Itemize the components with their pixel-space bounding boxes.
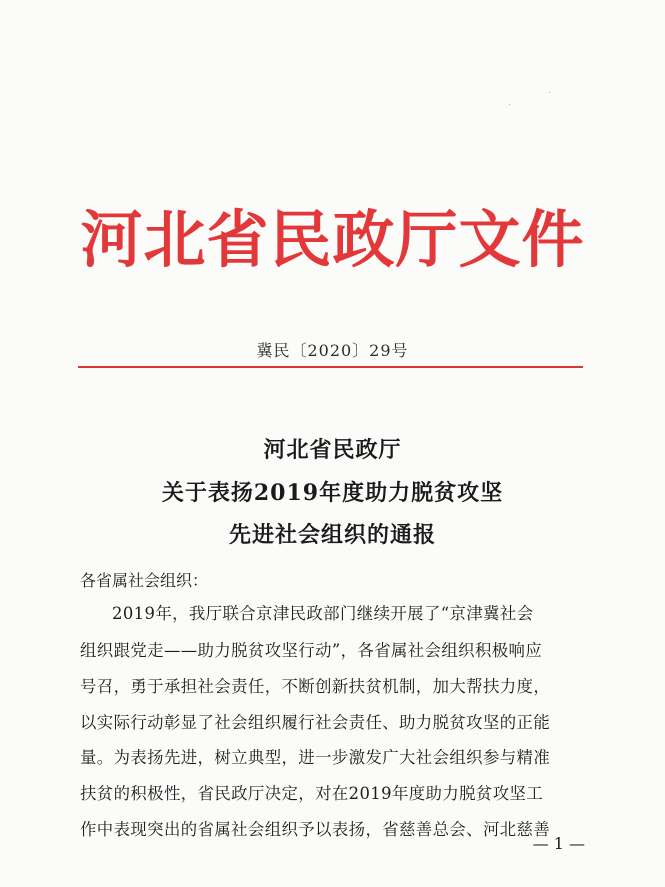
- document-number: 冀民〔2020〕29号: [256, 341, 409, 360]
- body-paragraph-line: 作中表现突出的省属社会组织予以表扬，省慈善总会、河北慈善: [80, 820, 551, 839]
- page-number: — 1 —: [532, 834, 585, 853]
- salutation: 各省属社会组织：: [80, 571, 209, 590]
- document-title-line-3: 先进社会组织的通报: [228, 522, 436, 548]
- document-title-line-1: 河北省民政厅: [263, 437, 402, 463]
- body-paragraph-line: 扶贫的积极性，省民政厅决定，对在2019年度助力脱贫攻坚工: [80, 784, 544, 803]
- body-paragraph-line: 组织跟党走——助力脱贫攻坚行动”，各省属社会组织积极响应: [80, 641, 543, 660]
- document-title-line-2: 关于表扬2019年度助力脱贫攻坚: [161, 480, 504, 506]
- body-paragraph-line: 2019年，我厅联合京津民政部门继续开展了“京津冀社会: [112, 604, 534, 623]
- faint-red-mark: ·: [548, 88, 552, 99]
- body-paragraph-line: 号召，勇于承担社会责任，不断创新扶贫机制，加大帮扶力度，: [80, 677, 551, 696]
- faint-red-mark: ·: [508, 100, 512, 111]
- body-paragraph-line: 以实际行动彰显了社会组织履行社会责任、助力脱贫攻坚的正能: [80, 713, 551, 732]
- red-divider-rule: [78, 366, 583, 368]
- document-masthead: 河北省民政厅文件: [80, 203, 585, 276]
- body-paragraph-line: 量。为表扬先进，树立典型，进一步激发广大社会组织参与精准: [80, 748, 551, 767]
